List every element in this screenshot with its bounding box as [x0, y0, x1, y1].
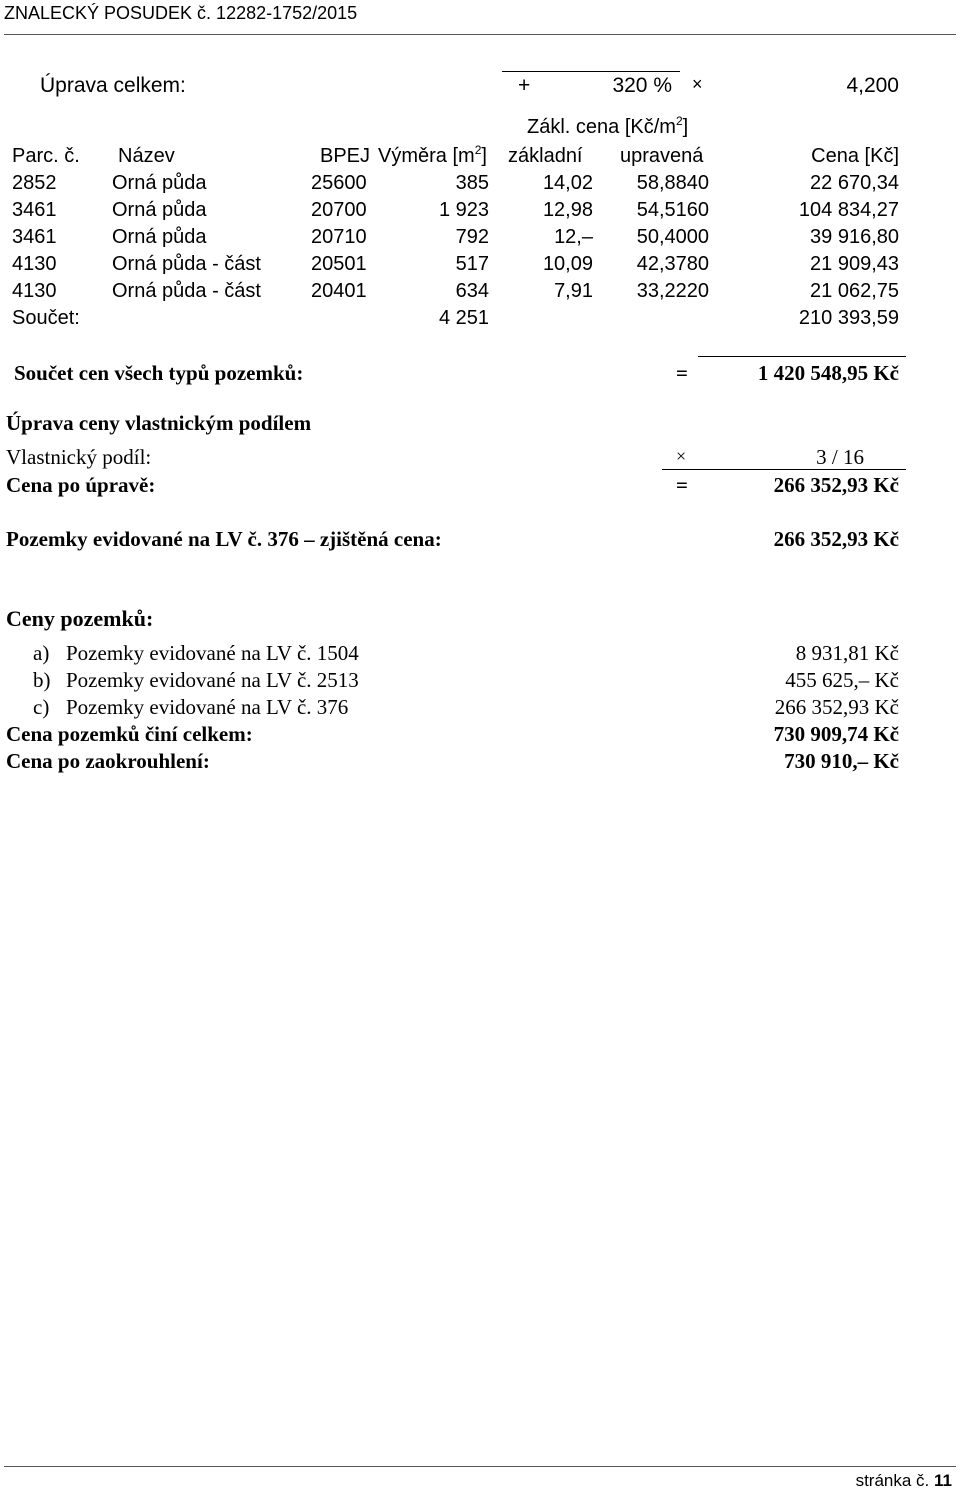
cell-adjusted: 58,8840 [636, 172, 709, 194]
ownership-share-value: 3 / 16 [816, 445, 864, 469]
header-rule [4, 34, 956, 35]
cell-adjusted: 50,4000 [636, 226, 709, 248]
cell-area: 792 [455, 226, 489, 248]
cell-area: 517 [455, 253, 489, 275]
cell-basic: 12,– [554, 226, 593, 248]
list-label: Pozemky evidované na LV č. 1504 [66, 641, 359, 665]
list-value: 455 625,– Kč [785, 668, 899, 692]
cell-name: Orná půda - část [112, 253, 261, 275]
cell-name: Orná půda [112, 226, 207, 248]
cell-area: 634 [455, 280, 489, 302]
lv376-label: Pozemky evidované na LV č. 376 – zjištěná cena: [6, 527, 442, 551]
list-marker: a) [33, 641, 50, 665]
cell-basic: 7,91 [554, 280, 593, 302]
cell-bpej: 20710 [311, 226, 367, 248]
footer-rule [4, 1466, 956, 1467]
cell-adjusted: 42,3780 [636, 253, 709, 275]
table-header-basic-price: Zákl. cena $[Kč/m^2]$ [527, 114, 689, 138]
prices-heading: Ceny pozemků: [6, 606, 154, 631]
total-all-label: Součet cen všech typů pozemků: [14, 361, 304, 385]
col-basic: základní [508, 145, 583, 167]
cell-parc: 4130 [12, 253, 57, 275]
list-value: 8 931,81 Kč [795, 641, 899, 665]
ownership-share-label: Vlastnický podíl: [6, 445, 152, 469]
header-title: ZNALECKÝ POSUDEK č. 12282-1752/2015 [4, 3, 358, 23]
sum-area: 4 251 [438, 307, 489, 329]
after-adjust-label: Cena po úpravě: [6, 473, 156, 497]
rounded-value: 730 910,– Kč [784, 749, 899, 773]
adjustment-coefficient: 4,200 [846, 74, 899, 97]
total-all-value: 1 420 548,95 Kč [757, 361, 899, 385]
total-rule [698, 356, 906, 357]
cell-adjusted: 33,2220 [636, 280, 709, 302]
cell-parc: 4130 [12, 280, 57, 302]
grand-total-label: Cena pozemků činí celkem: [6, 722, 253, 746]
col-name: Název [118, 145, 175, 167]
list-marker: b) [33, 668, 51, 692]
page-number-value: 11 [934, 1471, 952, 1490]
list-value: 266 352,93 Kč [774, 695, 899, 719]
col-parc: Parc. č. [12, 145, 80, 167]
cell-name: Orná půda - část [112, 280, 261, 302]
ownership-heading: Úprava ceny vlastnickým podílem [6, 411, 312, 435]
cell-area: 385 [455, 172, 489, 194]
adjustment-label: Úprava celkem: [40, 74, 186, 97]
cell-price: 39 916,80 [810, 226, 899, 248]
cell-bpej: 20501 [311, 253, 367, 275]
col-bpej: BPEJ [320, 145, 371, 167]
cell-price: 22 670,34 [810, 172, 899, 194]
cell-price: 104 834,27 [798, 199, 899, 221]
cell-basic: 10,09 [542, 253, 593, 275]
table-row [0, 281, 960, 303]
after-adjust-value: 266 352,93 Kč [773, 473, 899, 497]
cell-bpej: 20401 [311, 280, 367, 302]
list-label: Pozemky evidované na LV č. 2513 [66, 668, 359, 692]
col-area: Výměra $[m^2]$ [378, 143, 487, 167]
document-header [4, 4, 357, 22]
page-number [856, 1472, 952, 1489]
cell-parc: 3461 [12, 199, 57, 221]
adjustment-plus: + [518, 74, 531, 97]
times-icon: × [676, 446, 687, 466]
cell-parc: 2852 [12, 172, 57, 194]
col-adjusted: upravená [620, 145, 704, 167]
col-price: Cena [Kč] [811, 145, 899, 167]
lv376-value: 266 352,93 Kč [773, 527, 899, 551]
table-row [0, 254, 960, 276]
grand-total-value: 730 909,74 Kč [773, 722, 899, 746]
cell-basic: 14,02 [542, 172, 593, 194]
table-header-row [0, 143, 960, 168]
cell-price: 21 909,43 [810, 253, 899, 275]
adjustment-percent: 320 % [612, 74, 672, 97]
ownership-rule [662, 469, 906, 470]
times-icon: × [692, 74, 703, 94]
cell-parc: 3461 [12, 226, 57, 248]
sum-price: 210 393,59 [798, 307, 899, 329]
cell-area: 1 923 [438, 199, 489, 221]
cell-adjusted: 54,5160 [636, 199, 709, 221]
after-adjust-eq: = [676, 473, 688, 497]
total-all-eq: = [676, 361, 688, 385]
list-label: Pozemky evidované na LV č. 376 [66, 695, 349, 719]
table-sum-row [0, 308, 960, 330]
rounded-label: Cena po zaokrouhlení: [6, 749, 210, 773]
adjustment-rule [502, 71, 680, 72]
table-row [0, 200, 960, 222]
cell-bpej: 20700 [311, 199, 367, 221]
cell-name: Orná půda [112, 172, 207, 194]
cell-basic: 12,98 [542, 199, 593, 221]
table-row [0, 173, 960, 195]
sum-label: Součet: [12, 307, 80, 329]
cell-bpej: 25600 [311, 172, 367, 194]
cell-name: Orná půda [112, 199, 207, 221]
list-marker: c) [33, 695, 50, 719]
table-row [0, 227, 960, 249]
page-label: stránka č. [855, 1471, 930, 1490]
cell-price: 21 062,75 [810, 280, 899, 302]
